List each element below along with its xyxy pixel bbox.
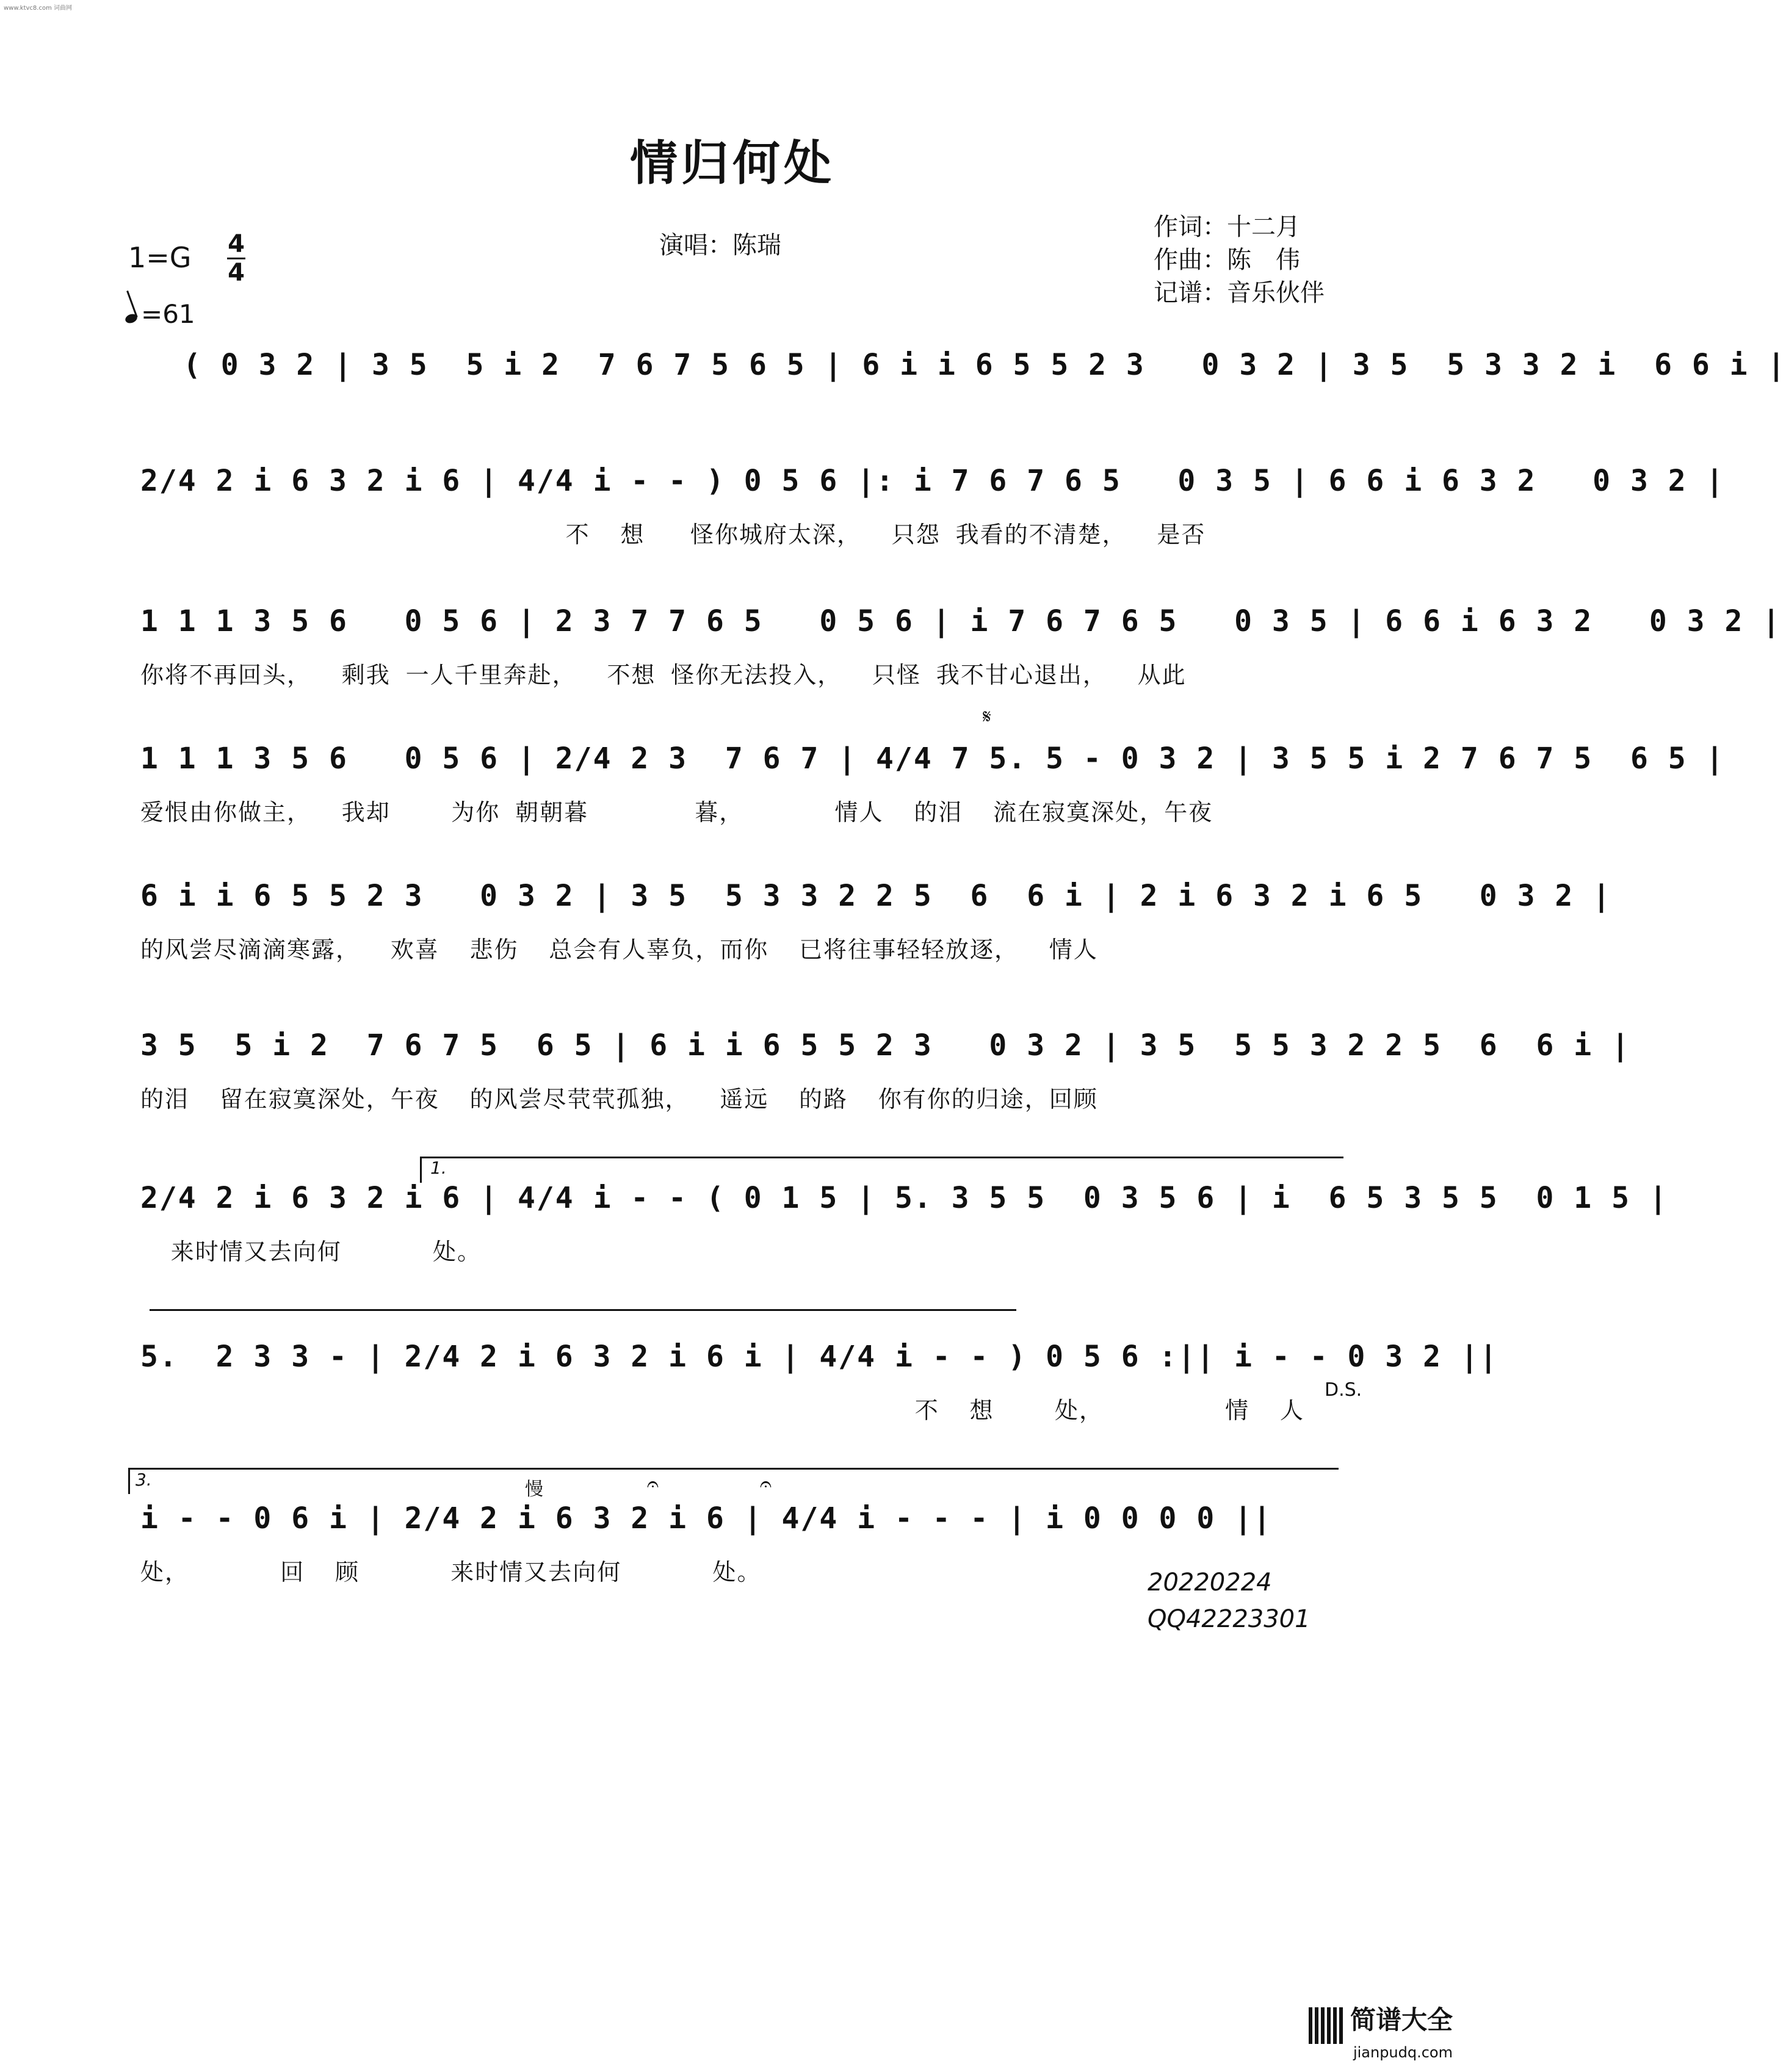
notes-line-6: 3 5 5 i 2 7 6 7 5 6 5 | 6 i i 6 5 5 2 3 0 3 2 | 3 5 5 5 3 2 2 5 6 6 i |: [140, 1028, 1630, 1063]
notes-line-7: 2/4 2 i 6 3 2 i 6 | 4/4 i - - ( 0 1 5 | 5. 3 5 5 0 3 5 6 | i 6 5 3 5 5 0 1 5 |: [140, 1181, 1668, 1215]
fermata-2: 𝄐: [760, 1472, 772, 1496]
notes-line-8: 5. 2 3 3 - | 2/4 2 i 6 3 2 i 6 i | 4/4 i - - ) 0 5 6 :|| i - - 0 3 2 ||: [140, 1340, 1499, 1374]
lyrics-line-9: 处， 回 顾 来时情又去向何 处。: [140, 1559, 762, 1586]
volta-3-bracket: [128, 1468, 1339, 1494]
site-header-left: www.ktvc8.com 词曲网: [4, 5, 73, 12]
brand-logo: [1309, 2000, 1453, 2062]
lyrics-line-6: 的泪 留在寂寞深处，午夜 的风尝尽茕茕孤独， 遥远 的路 你有你的归途，回顾: [140, 1086, 1098, 1113]
segno-sign: 𝄋: [983, 705, 991, 728]
key-signature: 1=G: [128, 241, 192, 274]
tempo-value: =61: [141, 299, 195, 329]
date-stamp: 20220224: [1148, 1568, 1272, 1597]
lyrics-line-2: 不 想 怪你城府太深， 只怨 我看的不清楚， 是否: [140, 521, 1206, 548]
tempo-marking: [125, 299, 195, 329]
volta-1-label: 1.: [430, 1158, 447, 1178]
fermata-1: 𝄐: [647, 1472, 659, 1496]
piano-icon: [1309, 2007, 1345, 2044]
song-title: 情归何处: [629, 136, 835, 191]
lyrics-line-4: 爱恨由你做主， 我却 为你 朝朝暮 暮， 情人 的泪 流在寂寞深处，午夜: [140, 799, 1213, 826]
time-signature: [227, 231, 245, 286]
composer-credit: 作曲：陈 伟: [1154, 246, 1300, 274]
ds-mark: D.S.: [1325, 1379, 1362, 1401]
lyrics-line-5: 的风尝尽滴滴寒露， 欢喜 悲伤 总会有人辜负，而你 已将往事轻轻放逐， 情人: [140, 936, 1098, 963]
quarter-note-icon: [124, 312, 139, 325]
transcriber-credit: 记谱：音乐伙伴: [1154, 279, 1325, 307]
lyrics-line-7: 来时情又去向何 处。: [140, 1238, 482, 1265]
qq-contact: QQ42223301: [1148, 1605, 1311, 1633]
tempo-slow-mark: 慢: [525, 1479, 543, 1500]
time-signature-bottom: 4: [228, 259, 245, 287]
time-signature-top: 4: [228, 230, 245, 258]
volta-3-label: 3.: [136, 1470, 152, 1490]
lyrics-line-3: 你将不再回头， 剩我 一人千里奔赴， 不想 怪你无法投入， 只怪 我不甘心退出， 从此: [140, 662, 1187, 688]
notes-line-5: 6 i i 6 5 5 2 3 0 3 2 | 3 5 5 3 3 2 2 5 6 6 i | 2 i 6 3 2 i 6 5 0 3 2 |: [140, 879, 1612, 913]
volta-1-continuation: [150, 1309, 1016, 1311]
notes-line-9: i - - 0 6 i | 2/4 2 i 6 3 2 i 6 | 4/4 i - - - | i 0 0 0 0 ||: [140, 1501, 1272, 1536]
notes-line-1: ( 0 3 2 | 3 5 5 i 2 7 6 7 5 6 5 | 6 i i 6 5 5 2 3 0 3 2 | 3 5 5 3 3 2 i 6 6 i |: [183, 348, 1786, 382]
brand-name: 简谱大全: [1350, 2004, 1453, 2035]
notes-line-4: 1 1 1 3 5 6 0 5 6 | 2/4 2 3 7 6 7 | 4/4 7 5. 5 - 0 3 2 | 3 5 5 i 2 7 6 7 5 6 5 |: [140, 742, 1725, 776]
lyricist-credit: 作词：十二月: [1154, 213, 1300, 241]
lyrics-line-8: 不 想 处， 情 人: [140, 1397, 1304, 1424]
brand-url: jianpudq.com: [1353, 2044, 1453, 2061]
notes-line-3: 1 1 1 3 5 6 0 5 6 | 2 3 7 7 6 5 0 5 6 | i 7 6 7 6 5 0 3 5 | 6 6 i 6 3 2 0 3 2 |: [140, 604, 1782, 638]
notes-line-2: 2/4 2 i 6 3 2 i 6 | 4/4 i - - ) 0 5 6 |: i 7 6 7 6 5 0 3 5 | 6 6 i 6 3 2 0 3 2 |: [140, 464, 1725, 498]
volta-1-bracket: [420, 1157, 1343, 1183]
singer-credit: 演唱：陈瑞: [659, 231, 781, 259]
